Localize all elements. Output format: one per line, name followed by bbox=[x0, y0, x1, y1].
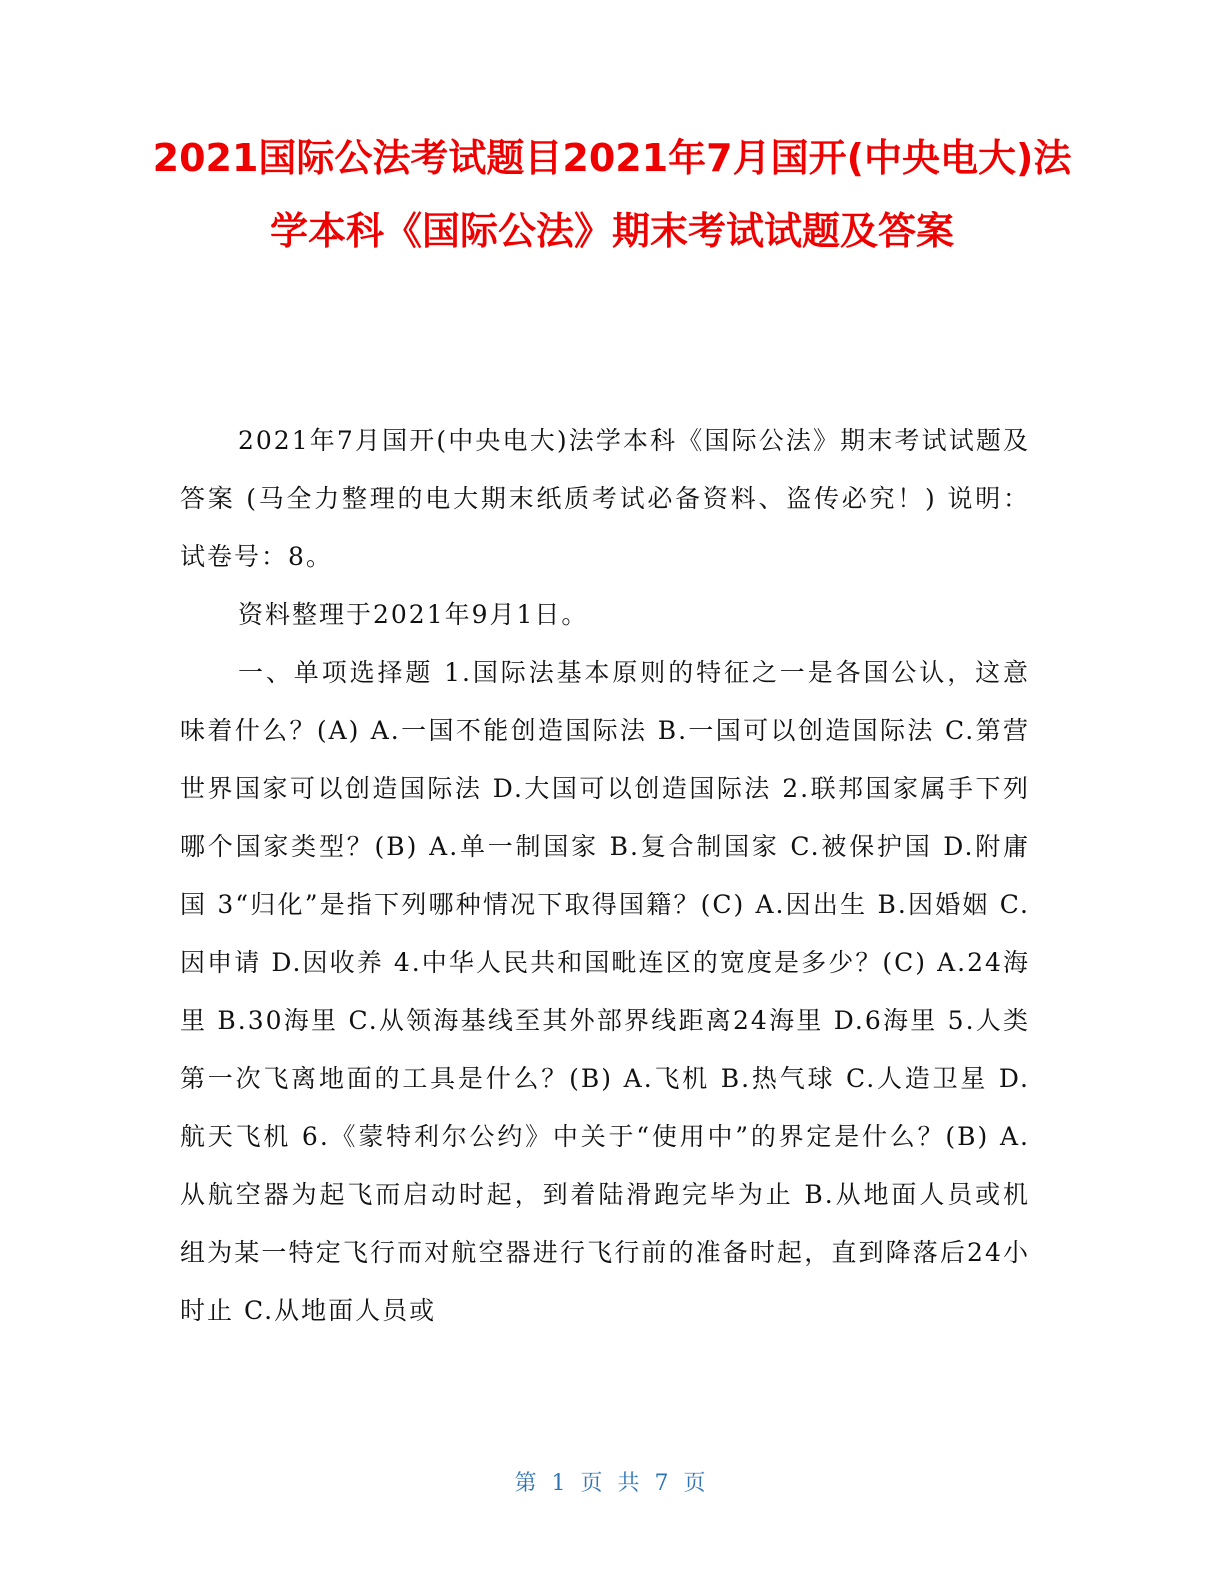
document-body bbox=[180, 412, 1030, 1340]
paragraph-intro: 2021年7月国开(中央电大)法学本科《国际公法》期末考试试题及答案 (马全力整理的电大期末纸质考试必备资料、盗传必究！) 说明：试卷号：8。 bbox=[180, 426, 1030, 571]
document-title: 2021国际公法考试题目2021年7月国开(中央电大)法学本科《国际公法》期末考试试题及答案 bbox=[152, 136, 1072, 253]
page-number-label: 第 1 页 共 7 页 bbox=[514, 1471, 710, 1496]
page-footer bbox=[0, 1466, 1224, 1497]
paragraph-questions: 一、单项选择题 1.国际法基本原则的特征之一是各国公认，这意味着什么？(A) A.一国不能创造国际法 B.一国可以创造国际法 C.第营世界国家可以创造国际法 D.大国可以创造国际法 2.联邦国家属手下列哪个国家类型？(B) A.单一制国家 B.复合制国家 C.被保护国 D.附庸国 3“归化”是指下列哪种情况下取得国籍？(C) A.因出生 B.因婚姻 C.因申请 D.因收养 4.中华人民共和国毗连区的宽度是多少？(C) A.24海里 B.30海里 C.从领海基线至其外部界线距离24海里 D.6海里 5.人类第一次飞离地面的工具是什么？(B) A.飞机 B.热气球 C.人造卫星 D.航天飞机 6.《蒙特利尔公约》中关于“使用中”的界定是什么？(B) A.从航空器为起飞而启动时起，到着陆滑跑完毕为止 B.从地面人员或机组为某一特定飞行而对航空器进行飞行前的准备时起，直到降落后24小时止 C.从地面人员或 bbox=[180, 658, 1030, 1325]
paragraph-date: 资料整理于2021年9月1日。 bbox=[238, 600, 589, 629]
